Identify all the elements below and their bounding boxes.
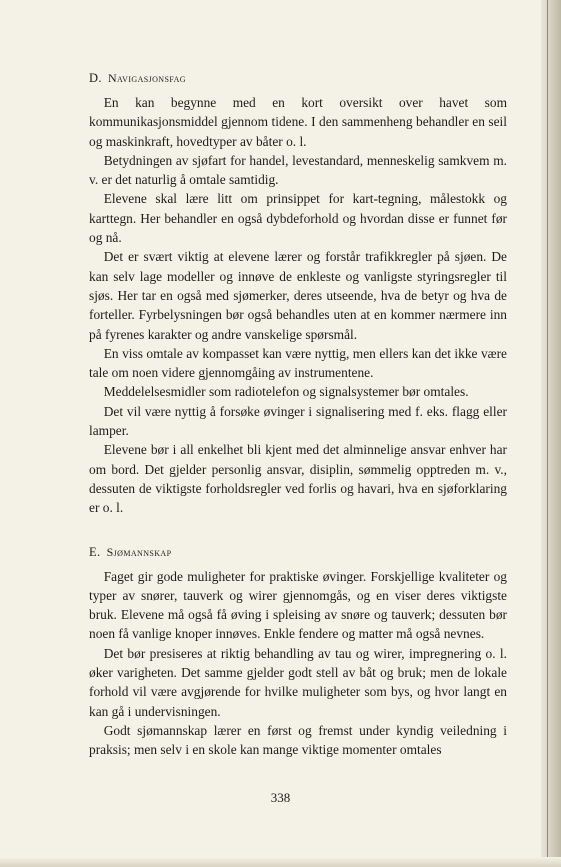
section-title: Navigasjonsfag (107, 71, 186, 85)
paragraph: Elevene bør i all enkelhet bli kjent med det alminnelige ansvar enhver har om bord. Det gjelder personlig ansvar, disiplin, sømmelig opptreden m. v., dessuten de viktigste forholdsregler ved forlis og havari, hva en sjøforklaring er o. l. (89, 442, 507, 516)
page-edge-line (547, 0, 548, 867)
paragraph: Det bør presiseres at riktig behandling av tau og wirer, impregnering o. l. øker varigheten. Det samme gjelder godt stell av båt og bruk; men de lokale forhold vil være avgjørende for hvilke muligheter som bys, og hvor langt en kan gå i undervisningen. (89, 645, 507, 719)
section-spacer (89, 518, 507, 544)
page-body (89, 70, 507, 760)
paragraph: Det vil være nyttig å forsøke øvinger i signalisering med f. eks. flagg eller lamper. (89, 403, 507, 439)
section-heading-d (89, 70, 507, 87)
section-letter: D. (89, 71, 102, 85)
page-bottom-shadow (0, 857, 561, 867)
paragraph: En kan begynne med en kort oversikt over havet som kommunikasjonsmiddel gjennom tidene. I den sammenheng behandler en seil og maskinkraft, hovedtyper av båter o. l. (89, 95, 507, 149)
page-number: 338 (270, 790, 291, 805)
paragraph: Betydningen av sjøfart for handel, levestandard, menneskelig samkvem m. v. er det naturlig å omtale samtidig. (89, 152, 507, 188)
paragraph: Godt sjømannskap lærer en først og fremst under kyndig veiledning i praksis; men selv i en skole kan mange viktige momenter omtales (89, 722, 507, 758)
section-title: Sjømannskap (106, 544, 172, 559)
paragraph: Meddelelsesmidler som radiotelefon og signalsystemer bør omtales. (103, 384, 469, 400)
section-letter: E. (89, 544, 101, 559)
paragraph: Faget gir gode muligheter for praktiske øvinger. Forskjellige kvaliteter og typer av snører, tauverk og wirer gjennomgås, og en viser deres viktigste bruk. Elevene må også få øving i spleising av snøre og tauverk; dessuten bør noen få vanlige knoper innøves. Enkle fendere og matter må også nevnes. (89, 568, 507, 642)
page-edge-shadow (541, 0, 561, 867)
section-heading-e (89, 544, 507, 561)
paragraph: Det er svært viktig at elevene lærer og forstår trafikkregler på sjøen. De kan selv lage modeller og innøve de enkleste og vanligste styringsregler til sjøs. Her tar en også med sjømerker, deres utseende, hva de betyr og hva de forteller. Fyrbelysningen bør også behandles uten at en kommer nærmere inn på fyrenes karakter og andre vanskelige spørsmål. (89, 249, 507, 342)
paragraph: Elevene skal lære litt om prinsippet for kart-tegning, målestokk og karttegn. Her behandler en også dybdeforhold og hvordan disse er funnet før og nå. (89, 191, 507, 246)
paragraph: En viss omtale av kompasset kan være nyttig, men ellers kan det ikke være tale om noen videre gjennomgåing av instrumentene. (89, 345, 507, 381)
